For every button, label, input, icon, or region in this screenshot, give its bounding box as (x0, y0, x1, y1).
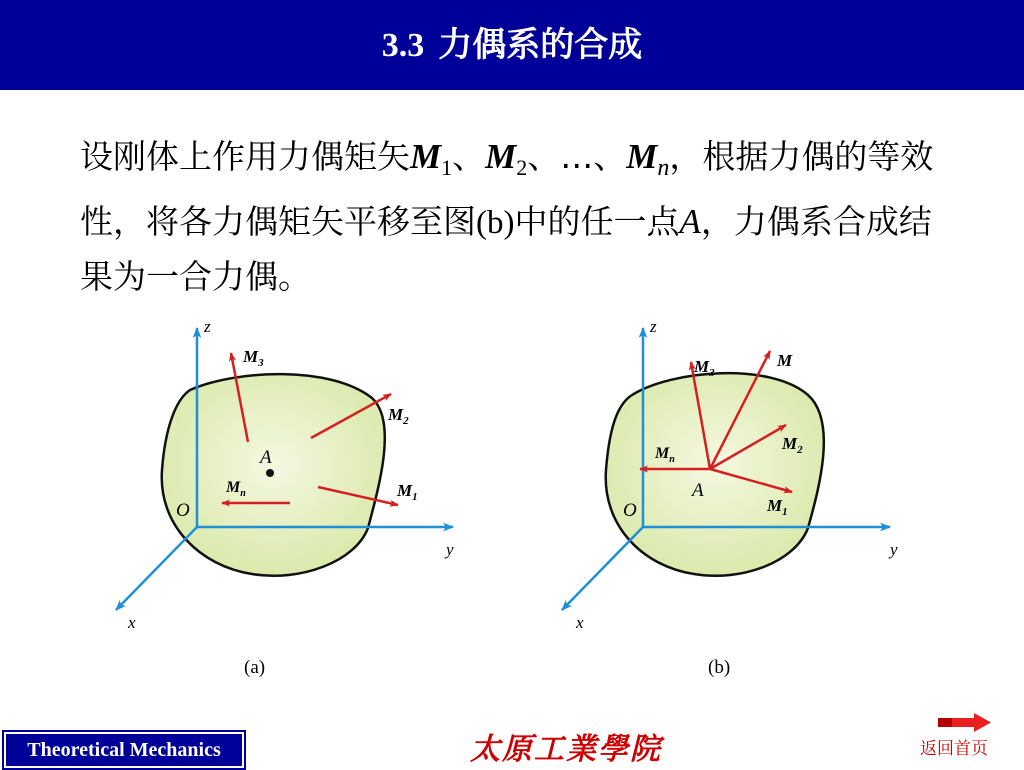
m2-label-a: $M_2$ (388, 405, 409, 427)
caption-a: (a) (244, 657, 266, 678)
figure-b (562, 317, 898, 678)
course-label: Theoretical Mechanics (2, 730, 246, 770)
symbol-m1: M (410, 137, 442, 176)
paragraph-end: ，力偶系合成结果为一合力偶。 (80, 202, 932, 296)
separator-2: 、…、 (527, 137, 627, 176)
symbol-m2: M (485, 137, 517, 176)
figure-a (116, 317, 454, 678)
origin-label-a: O (176, 500, 190, 521)
figure-reference: (b) (476, 205, 515, 241)
slide-header (0, 0, 1024, 90)
symbol-mn: M (626, 137, 658, 176)
slide-title: 力偶系的合成 (438, 25, 643, 65)
m-label-b: M (777, 351, 793, 370)
x-axis-a (116, 527, 197, 610)
college-logo: 太原工業學院 (470, 732, 662, 767)
x-label-a: x (128, 613, 136, 632)
m1-label-b: $M_1$ (767, 496, 788, 518)
body-paragraph (80, 130, 960, 303)
point-a-label-a: A (260, 447, 272, 468)
x-label-b: x (576, 613, 584, 632)
point-a-label-b: A (692, 480, 704, 501)
couple-system-figure (0, 300, 1024, 700)
z-label-b: z (650, 317, 657, 336)
point-a-dot (266, 469, 274, 477)
caption-b: (b) (708, 657, 731, 678)
separator-1: 、 (452, 137, 486, 176)
subscript-n: n (657, 155, 670, 181)
m2-label-b: $M_2$ (782, 434, 803, 456)
m3-label-b: $M_3$ (694, 357, 715, 379)
rigid-body-b (606, 373, 824, 576)
point-a-text: A (679, 202, 701, 241)
z-label-a: z (204, 317, 211, 336)
m1-label-a: $M_1$ (397, 481, 418, 503)
x-axis-b (562, 527, 643, 610)
subscript-1: 1 (441, 155, 453, 180)
return-home-link[interactable]: 返回首页 (920, 739, 988, 759)
mn-label-b: $M_n$ (655, 445, 675, 465)
origin-label-b: O (623, 500, 637, 521)
section-number: 3.3 (381, 27, 425, 64)
m3-label-a: $M_3$ (243, 347, 264, 369)
y-label-a: y (446, 540, 454, 559)
paragraph-middle-2: 中的任一点 (514, 202, 680, 241)
y-label-b: y (890, 540, 898, 559)
subscript-2: 2 (516, 155, 528, 180)
paragraph-middle: ，根据力偶的等效性，将各力偶矩矢平移至图 (80, 137, 934, 241)
paragraph-intro: 设刚体上作用力偶矩矢 (80, 137, 410, 176)
mn-label-a: $M_n$ (226, 479, 246, 499)
arrow-right-icon[interactable] (936, 712, 994, 734)
